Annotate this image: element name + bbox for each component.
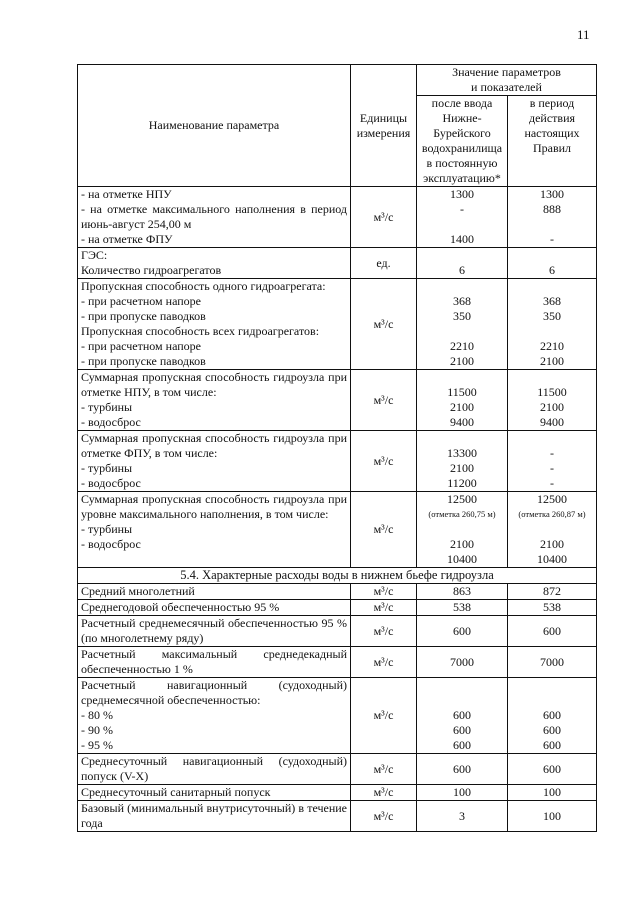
- param-unit: м³/с: [351, 600, 417, 616]
- cell-line: 1400: [450, 232, 474, 246]
- cell-line: 872: [543, 584, 561, 598]
- cell-line: 2100: [540, 400, 564, 414]
- header-current: [508, 96, 597, 187]
- cell-line: Правил: [532, 141, 572, 155]
- cell-line: 2210: [450, 339, 474, 353]
- cell-line: 600: [453, 761, 471, 776]
- cell-line: [511, 217, 593, 232]
- param-value-after: [417, 187, 508, 248]
- cell-line: 11200: [447, 476, 477, 490]
- table-row: [78, 785, 597, 801]
- cell-line: - при расчетном напоре: [81, 294, 201, 308]
- cell-line: 600: [543, 761, 561, 776]
- param-value-after: [417, 600, 508, 616]
- param-value-after: [417, 248, 508, 279]
- table-row: [78, 647, 597, 678]
- param-unit: ед.: [351, 248, 417, 279]
- cell-line: [420, 248, 504, 263]
- param-value-current: [508, 248, 597, 279]
- table-row: [78, 678, 597, 754]
- parameters-table: [77, 64, 597, 832]
- cell-line: 350: [543, 309, 561, 323]
- cell-line: -: [550, 476, 554, 490]
- param-unit: м³/с: [351, 431, 417, 492]
- cell-line: Суммарная пропускная способность гидроузла при отметке НПУ, в том числе:: [81, 370, 347, 399]
- param-value-after: [417, 584, 508, 600]
- param-unit: м³/с: [351, 584, 417, 600]
- cell-line: 538: [543, 600, 561, 614]
- table-row: [78, 431, 597, 492]
- header-row: [78, 65, 597, 96]
- cell-line: 7000: [540, 654, 564, 669]
- cell-line: эксплуатацию*: [423, 171, 501, 185]
- cell-line: Расчетный максимальный среднедекадный обеспеченностью 1 %: [81, 647, 347, 676]
- cell-line: 6: [549, 263, 555, 277]
- cell-line: -: [550, 232, 554, 246]
- cell-line: - водосброс: [81, 537, 141, 551]
- header-after: [417, 96, 508, 187]
- cell-line: -: [550, 461, 554, 475]
- cell-line: - при пропуске паводков: [81, 354, 206, 368]
- cell-line: 2210: [540, 339, 564, 353]
- param-value-current: [508, 647, 597, 678]
- cell-line: 10400: [537, 552, 567, 566]
- param-unit: м³/с: [351, 754, 417, 785]
- param-value-after: [417, 279, 508, 370]
- cell-line: Бурейского: [433, 126, 491, 140]
- cell-line: 1300: [450, 187, 474, 201]
- cell-line: 9400: [540, 415, 564, 429]
- cell-line: 2100: [540, 537, 564, 551]
- cell-line: Количество гидроагрегатов: [81, 263, 222, 277]
- cell-line: [420, 678, 504, 693]
- cell-line: - турбины: [81, 461, 133, 475]
- param-value-after: [417, 754, 508, 785]
- cell-line: 600: [543, 738, 561, 752]
- param-name: [78, 754, 351, 785]
- cell-line: 100: [543, 808, 561, 823]
- cell-line: 368: [543, 294, 561, 308]
- table-row: [78, 492, 597, 568]
- header-values: [417, 65, 597, 96]
- cell-line: 11500: [537, 385, 567, 399]
- table-row: [78, 801, 597, 832]
- param-name: [78, 584, 351, 600]
- cell-line: 9400: [450, 415, 474, 429]
- param-value-after: [417, 492, 508, 568]
- cell-line: Суммарная пропускная способность гидроузла при отметке ФПУ, в том числе:: [81, 431, 347, 460]
- param-value-after: [417, 785, 508, 801]
- header-name: Наименование параметра: [78, 65, 351, 187]
- cell-line: в постоянную: [426, 156, 498, 170]
- cell-line: настоящих: [524, 126, 580, 140]
- table-row: [78, 279, 597, 370]
- cell-line: Пропускная способность одного гидроагрегата:: [81, 279, 326, 293]
- cell-line: - водосброс: [81, 415, 141, 429]
- param-value-current: [508, 431, 597, 492]
- param-name: [78, 187, 351, 248]
- page-number: 11: [577, 27, 590, 42]
- cell-line: после ввода: [431, 96, 493, 110]
- cell-line: - при расчетном напоре: [81, 339, 201, 353]
- cell-line: - при пропуске паводков: [81, 309, 206, 323]
- cell-line: Среднесуточный санитарный попуск: [81, 785, 271, 799]
- param-value-after: [417, 678, 508, 754]
- param-value-current: [508, 600, 597, 616]
- cell-line: 1300: [540, 187, 564, 201]
- param-name: [78, 647, 351, 678]
- cell-line: 3: [459, 808, 465, 823]
- cell-line: 2100: [450, 461, 474, 475]
- cell-line: Единицы: [359, 110, 408, 125]
- cell-line: 100: [453, 785, 471, 799]
- table-row: [78, 754, 597, 785]
- cell-line: [511, 370, 593, 385]
- cell-line: [511, 522, 593, 537]
- param-unit: м³/с: [351, 492, 417, 568]
- param-unit: м³/с: [351, 187, 417, 248]
- param-value-current: [508, 584, 597, 600]
- param-value-after: [417, 801, 508, 832]
- cell-line: [420, 370, 504, 385]
- param-value-current: [508, 785, 597, 801]
- param-value-after: [417, 370, 508, 431]
- cell-line: [511, 324, 593, 339]
- param-name: [78, 678, 351, 754]
- param-name: [78, 279, 351, 370]
- param-name: [78, 370, 351, 431]
- param-value-after: [417, 431, 508, 492]
- param-value-current: [508, 616, 597, 647]
- cell-line: [420, 324, 504, 339]
- cell-line: 863: [453, 584, 471, 598]
- cell-line: (отметка 260,75 м): [428, 509, 496, 519]
- param-value-current: [508, 370, 597, 431]
- cell-line: -: [460, 202, 464, 216]
- table-row: [78, 187, 597, 248]
- cell-line: Среднегодовой обеспеченностью 95 %: [81, 600, 280, 614]
- cell-line: 600: [543, 723, 561, 737]
- cell-line: - на отметке НПУ: [81, 187, 172, 201]
- param-unit: м³/с: [351, 678, 417, 754]
- param-unit: м³/с: [351, 616, 417, 647]
- cell-line: и показателей: [471, 80, 542, 94]
- cell-line: - 80 %: [81, 708, 113, 722]
- param-value-current: [508, 187, 597, 248]
- cell-line: Базовый (минимальный внутрисуточный) в течение года: [81, 801, 347, 830]
- table-row: [78, 616, 597, 647]
- cell-line: водохранилища: [421, 141, 503, 155]
- cell-line: 368: [453, 294, 471, 308]
- cell-line: [511, 248, 593, 263]
- cell-line: 10400: [447, 552, 477, 566]
- param-value-current: [508, 492, 597, 568]
- cell-line: Нижне-: [442, 111, 482, 125]
- param-name: [78, 431, 351, 492]
- cell-line: - водосброс: [81, 476, 141, 490]
- cell-line: Суммарная пропускная способность гидроузла при уровне максимального наполнения, в том числе:: [81, 492, 347, 521]
- cell-line: 600: [453, 723, 471, 737]
- table-row: [78, 248, 597, 279]
- param-unit: м³/с: [351, 370, 417, 431]
- cell-line: 2100: [450, 354, 474, 368]
- cell-line: 6: [459, 263, 465, 277]
- param-unit: м³/с: [351, 801, 417, 832]
- cell-line: [420, 693, 504, 708]
- cell-line: в период: [529, 96, 575, 110]
- param-value-current: [508, 678, 597, 754]
- param-name: [78, 616, 351, 647]
- cell-line: 600: [453, 623, 471, 638]
- cell-line: - 95 %: [81, 738, 113, 752]
- cell-line: Пропускная способность всех гидроагрегатов:: [81, 324, 320, 338]
- cell-line: - турбины: [81, 522, 133, 536]
- cell-line: 100: [543, 785, 561, 799]
- cell-line: 600: [543, 708, 561, 722]
- cell-line: [420, 431, 504, 446]
- cell-line: - 90 %: [81, 723, 113, 737]
- cell-line: - турбины: [81, 400, 133, 414]
- cell-line: [511, 279, 593, 294]
- cell-line: 2100: [540, 354, 564, 368]
- cell-line: 7000: [450, 654, 474, 669]
- table-row: [78, 370, 597, 431]
- cell-line: ГЭС:: [81, 248, 108, 262]
- cell-line: [511, 693, 593, 708]
- cell-line: Среднесуточный навигационный (судоходный) попуск (V-X): [81, 754, 347, 783]
- table-row: [78, 584, 597, 600]
- cell-line: [511, 678, 593, 693]
- cell-line: Расчетный навигационный (судоходный) среднемесячной обеспеченностью:: [81, 678, 347, 707]
- cell-line: [511, 431, 593, 446]
- cell-line: 11500: [447, 385, 477, 399]
- param-name: [78, 492, 351, 568]
- cell-line: 2100: [450, 537, 474, 551]
- param-unit: м³/с: [351, 647, 417, 678]
- cell-line: 12500: [537, 492, 567, 506]
- cell-line: [420, 217, 504, 232]
- cell-line: Значение параметров: [452, 65, 561, 79]
- cell-line: [420, 522, 504, 537]
- header-units: [351, 65, 417, 187]
- cell-line: 600: [543, 623, 561, 638]
- param-unit: м³/с: [351, 279, 417, 370]
- cell-line: 538: [453, 600, 471, 614]
- cell-line: - на отметке максимального наполнения в период июнь-август 254,00 м: [81, 202, 347, 231]
- cell-line: (отметка 260,87 м): [518, 509, 586, 519]
- param-name: [78, 600, 351, 616]
- cell-line: [420, 279, 504, 294]
- cell-line: 888: [543, 202, 561, 216]
- param-value-current: [508, 801, 597, 832]
- cell-line: 350: [453, 309, 471, 323]
- param-value-after: [417, 647, 508, 678]
- param-value-current: [508, 279, 597, 370]
- table-row: [78, 600, 597, 616]
- cell-line: Средний многолетний: [81, 584, 195, 598]
- cell-line: Расчетный среднемесячный обеспеченностью 95 % (по многолетнему ряду): [81, 616, 347, 645]
- cell-line: 2100: [450, 400, 474, 414]
- cell-line: 600: [453, 738, 471, 752]
- cell-line: 13300: [447, 446, 477, 460]
- cell-line: действия: [528, 111, 576, 125]
- cell-line: -: [550, 446, 554, 460]
- param-name: [78, 248, 351, 279]
- cell-line: - на отметке ФПУ: [81, 232, 173, 246]
- param-value-current: [508, 754, 597, 785]
- section-row: [78, 568, 597, 584]
- section-title: 5.4. Характерные расходы воды в нижнем бьефе гидроузла: [78, 568, 597, 584]
- cell-line: 12500: [447, 492, 477, 506]
- cell-line: 600: [453, 708, 471, 722]
- param-unit: м³/с: [351, 785, 417, 801]
- cell-line: измерения: [356, 125, 411, 140]
- param-name: [78, 801, 351, 832]
- param-name: [78, 785, 351, 801]
- param-value-after: [417, 616, 508, 647]
